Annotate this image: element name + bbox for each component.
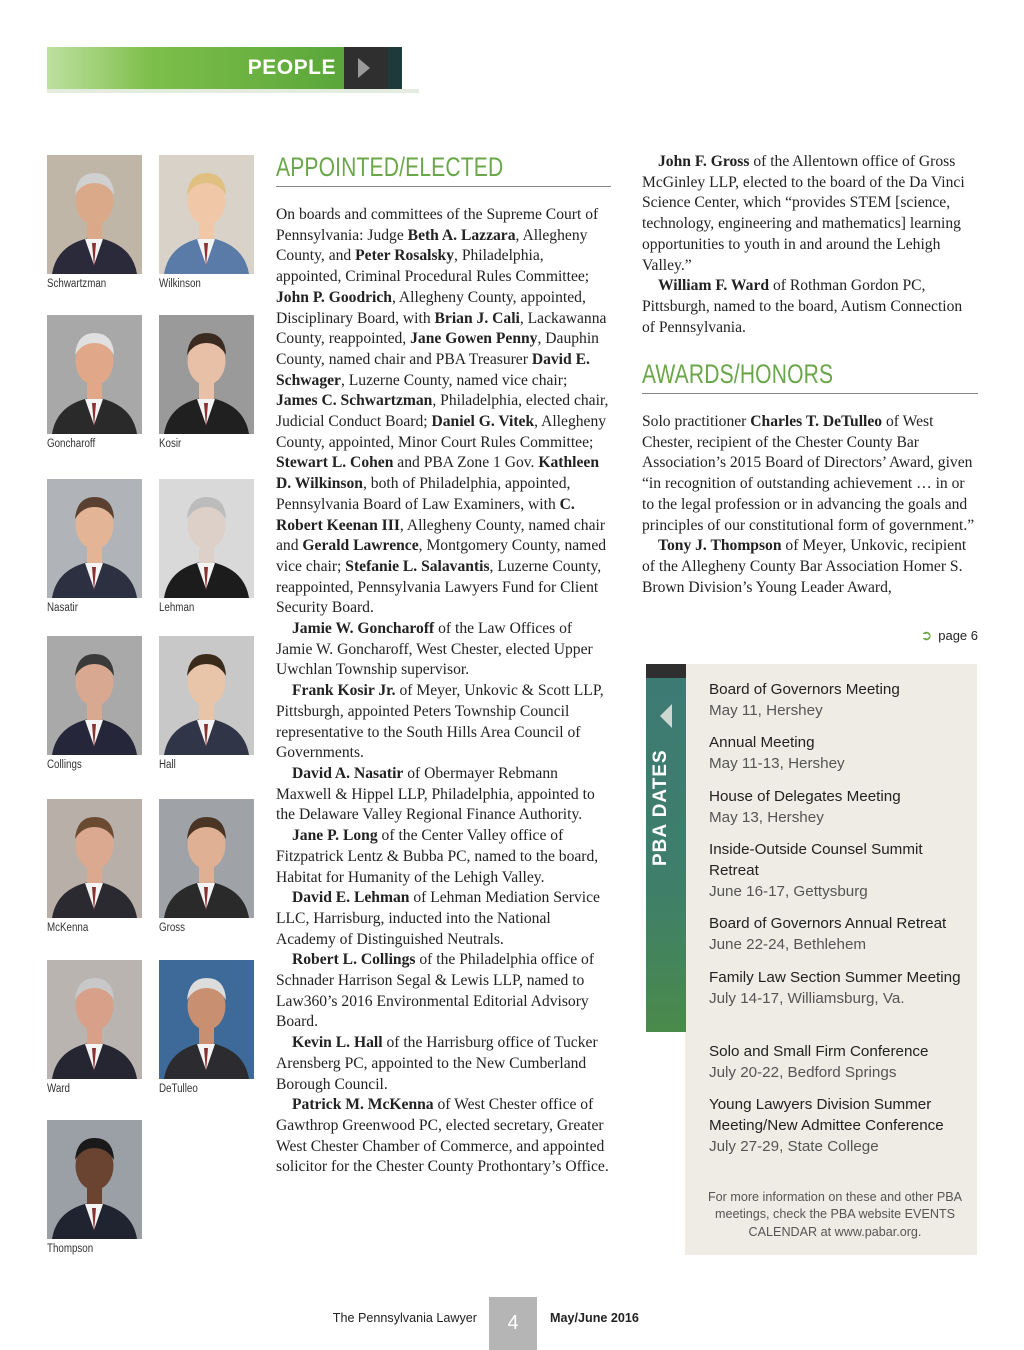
- paragraph: [276, 764, 612, 826]
- photo-caption: Kosir: [159, 438, 182, 450]
- portrait-photo: [47, 636, 142, 755]
- text-run: of the Law Offices of Jamie W. Goncharoff, West Chester, elected Upper Uwchlan Township supervisor.: [276, 620, 593, 679]
- paragraph: [276, 1095, 612, 1178]
- portrait-photo: [159, 155, 254, 274]
- event-date: June 16-17, Gettysburg: [709, 883, 868, 900]
- continued-page: page 6: [938, 628, 978, 643]
- event-title: House of Delegates Meeting: [709, 788, 901, 805]
- text-run: , both of Philadelphia, appointed, Pennsylvania Board of Law Examiners, with: [276, 475, 571, 513]
- person-name: William F. Ward: [658, 277, 770, 295]
- person-name: John P. Goodrich: [276, 288, 392, 306]
- event-date: July 14-17, Williamsburg, Va.: [709, 990, 905, 1007]
- person-name: C. Robert Keenan III: [276, 495, 575, 534]
- right-column-top: [642, 152, 978, 338]
- text-run: of West Chester, recipient of the Chester County Bar Association’s 2015 Board of Directors’ Award, given “in recognition of outstanding achievement … in or to the legal profession or in advancing the goals and principles of our constitutional form of government.”: [642, 413, 975, 534]
- footer-page-number: 4: [489, 1297, 537, 1350]
- text-run: of West Chester office of Gawthrop Greenwood PC, elected secretary, Greater West Chester Chamber of Commerce, and appointed solicitor for the Chester County Prothontary’s Office.: [276, 1096, 609, 1176]
- pba-event-item: [709, 1094, 971, 1157]
- paragraph: [276, 681, 612, 764]
- person-name: David A. Nasatir: [292, 764, 404, 782]
- banner-underline: [47, 89, 419, 93]
- pba-event-item: [709, 786, 971, 828]
- paragraph: [276, 619, 612, 681]
- pba-dates-tab-label: PBA DATES: [650, 749, 671, 866]
- footer-publication: The Pennsylvania Lawyer: [332, 1311, 477, 1325]
- awards-column: [642, 412, 978, 598]
- arrow-right-icon: [358, 58, 370, 78]
- text-run: , Allegheny County, named chair and: [276, 516, 606, 555]
- person-name: Tony J. Thompson: [658, 537, 782, 555]
- photo-caption: DeTulleo: [159, 1083, 198, 1095]
- text-run: and PBA Zone 1 Gov.: [393, 454, 539, 472]
- photo-caption: Hall: [159, 759, 176, 771]
- person-name: David E. Lehman: [292, 889, 410, 907]
- person-name: James C. Schwartzman: [276, 392, 433, 410]
- person-name: Jane P. Long: [292, 827, 378, 845]
- event-date: July 27-29, State College: [709, 1138, 879, 1155]
- text-run: , Dauphin County, named chair and PBA Treasurer: [276, 330, 599, 368]
- photo-caption: Ward: [47, 1083, 71, 1095]
- continued-link[interactable]: [921, 627, 979, 644]
- portrait-photo: [159, 315, 254, 434]
- continue-arrow-icon: ➲: [920, 627, 933, 643]
- photo-caption: Nasatir: [47, 602, 78, 614]
- pba-event-item: [709, 679, 971, 721]
- person-name: John F. Gross: [658, 153, 750, 170]
- paragraph: [276, 826, 612, 888]
- person-name: Jamie W. Goncharoff: [292, 620, 435, 638]
- person-name: Beth A. Lazzara: [407, 226, 516, 244]
- person-name: Daniel G. Vitek: [431, 413, 535, 431]
- pba-event-item: [709, 839, 971, 902]
- pba-event-item: [709, 967, 971, 1009]
- text-run: Solo practitioner: [642, 413, 751, 430]
- text-run: , Allegheny County, appointed, Disciplinary Board, with: [276, 288, 586, 327]
- pba-event-item: [709, 913, 971, 955]
- photo-caption: Collings: [47, 759, 82, 771]
- awards-heading-rule: [642, 393, 978, 394]
- portrait-photo: [159, 636, 254, 755]
- section-banner: [47, 47, 419, 89]
- pba-event-item: [709, 732, 971, 774]
- event-date: July 20-22, Bedford Springs: [709, 1064, 897, 1081]
- text-run: of Meyer, Unkovic, recipient of the Allegheny County Bar Association Homer S. Brown Division’s Young Leader Award,: [642, 537, 967, 596]
- person-name: Jane Gowen Penny: [410, 330, 538, 348]
- banner-arrow-box: [344, 47, 402, 89]
- paragraph: [276, 1033, 612, 1095]
- event-date: May 13, Hershey: [709, 809, 824, 826]
- paragraph: [276, 950, 612, 1033]
- event-title: Board of Governors Meeting: [709, 681, 900, 698]
- photo-caption: McKenna: [47, 922, 89, 934]
- text-run: of Rothman Gordon PC, Pittsburgh, named to the board, Autism Connection of Pennsylvania.: [642, 277, 963, 336]
- portrait-photo: [47, 1120, 142, 1239]
- person-name: Stewart L. Cohen: [276, 454, 394, 472]
- appointed-heading: APPOINTED/ELECTED: [276, 152, 504, 182]
- text-run: , Allegheny County, and: [276, 226, 588, 265]
- person-name: Charles T. DeTulleo: [750, 413, 883, 430]
- event-title: Young Lawyers Division Summer Meeting/New Admittee Conference: [709, 1096, 944, 1134]
- paragraph: [642, 536, 978, 598]
- photo-caption: Lehman: [159, 602, 195, 614]
- person-name: Patrick M. McKenna: [292, 1096, 434, 1114]
- arrow-left-icon: [660, 704, 672, 728]
- text-run: of Lehman Mediation Service LLC, Harrisburg, inducted into the National Academy of Distinguished Neutrals.: [276, 889, 600, 948]
- person-name: David E. Schwager: [276, 350, 590, 389]
- portrait-photo: [47, 315, 142, 434]
- text-run: , Luzerne County, reappointed, Pennsylvania Lawyers Fund for Client Security Board.: [276, 557, 602, 617]
- event-date: May 11, Hershey: [709, 702, 823, 719]
- text-run: , Montgomery County, named vice chair;: [276, 537, 607, 575]
- appointed-column: [276, 205, 612, 1178]
- event-date: May 11-13, Hershey: [709, 755, 845, 772]
- section-label: PEOPLE: [247, 56, 336, 79]
- person-name: Robert L. Collings: [292, 951, 416, 969]
- paragraph: [642, 276, 978, 338]
- person-name: Kevin L. Hall: [292, 1034, 383, 1052]
- portrait-photo: [47, 155, 142, 274]
- pba-event-item: [709, 1041, 971, 1083]
- portrait-photo: [159, 960, 254, 1079]
- text-run: of Obermayer Rebmann Maxwell & Hippel LLP, Philadelphia, appointed to the Delaware Valley Regional Finance Authority.: [276, 764, 595, 824]
- text-run: of the Allentown office of Gross McGinley LLP, elected to the board of the Da Vinci Science Center, which “provides STEM [science, technology, engineering and mathematics] learning opportunities to youth in and around the Lehigh Valley.”: [642, 153, 965, 274]
- photo-caption: Wilkinson: [159, 278, 201, 290]
- text-run: , Allegheny County, appointed, Minor Court Rules Committee;: [276, 413, 607, 451]
- text-run: , Philadelphia, appointed, Criminal Procedural Rules Committee;: [276, 247, 590, 286]
- event-title: Family Law Section Summer Meeting: [709, 969, 961, 986]
- paragraph: [276, 205, 612, 619]
- person-name: Brian J. Cali: [434, 309, 520, 327]
- person-name: Gerald Lawrence: [302, 537, 419, 555]
- text-run: of the Harrisburg office of Tucker Arensberg PC, appointed to the New Cumberland Borough Council.: [276, 1034, 598, 1093]
- portrait-photo: [47, 799, 142, 918]
- paragraph: [642, 412, 978, 536]
- text-run: On boards and committees of the Supreme Court of Pennsylvania: Judge: [276, 206, 599, 244]
- person-name: Kathleen D. Wilkinson: [276, 454, 599, 493]
- event-title: Inside-Outside Counsel Summit Retreat: [709, 841, 923, 879]
- photo-caption: Goncharoff: [47, 438, 96, 450]
- paragraph: [276, 888, 612, 950]
- paragraph: [642, 152, 978, 276]
- appointed-heading-rule: [276, 186, 611, 187]
- text-run: , Luzerne County, named vice chair;: [340, 371, 568, 389]
- pba-dates-note: For more information on these and other PBA meetings, check the PBA website EVENTS CALENDAR at www.pabar.org.: [707, 1190, 963, 1239]
- photo-caption: Schwartzman: [47, 278, 107, 290]
- awards-heading: AWARDS/HONORS: [642, 359, 834, 389]
- text-run: of the Center Valley office of Fitzpatrick Lentz & Bubba PC, named to the board, Habitat for Humanity of the Lehigh Valley.: [276, 827, 599, 886]
- portrait-photo: [159, 479, 254, 598]
- text-run: , Philadelphia, elected chair, Judicial Conduct Board;: [276, 392, 609, 431]
- photo-caption: Thompson: [47, 1243, 94, 1255]
- portrait-photo: [47, 479, 142, 598]
- portrait-photo: [159, 799, 254, 918]
- event-title: Solo and Small Firm Conference: [709, 1043, 929, 1060]
- event-title: Board of Governors Annual Retreat: [709, 915, 947, 932]
- event-date: June 22-24, Bethlehem: [709, 936, 867, 953]
- portrait-photo: [47, 960, 142, 1079]
- event-title: Annual Meeting: [709, 734, 815, 751]
- photo-caption: Gross: [159, 922, 186, 934]
- text-run: , Lackawanna County, reappointed,: [276, 309, 607, 348]
- footer-issue: May/June 2016: [550, 1311, 639, 1325]
- person-name: Peter Rosalsky: [355, 247, 455, 265]
- section-banner-label-area: [47, 47, 344, 89]
- person-name: Stefanie L. Salavantis: [345, 557, 490, 575]
- text-run: of the Philadelphia office of Schnader Harrison Segal & Lewis LLP, named to Law360’s 2016 Environmental Editorial Advisory Board.: [276, 951, 595, 1031]
- person-name: Frank Kosir Jr.: [292, 682, 396, 700]
- text-run: of Meyer, Unkovic & Scott LLP, Pittsburgh, appointed Peters Township Council representative to the South Hills Area Council of Governments.: [276, 682, 604, 762]
